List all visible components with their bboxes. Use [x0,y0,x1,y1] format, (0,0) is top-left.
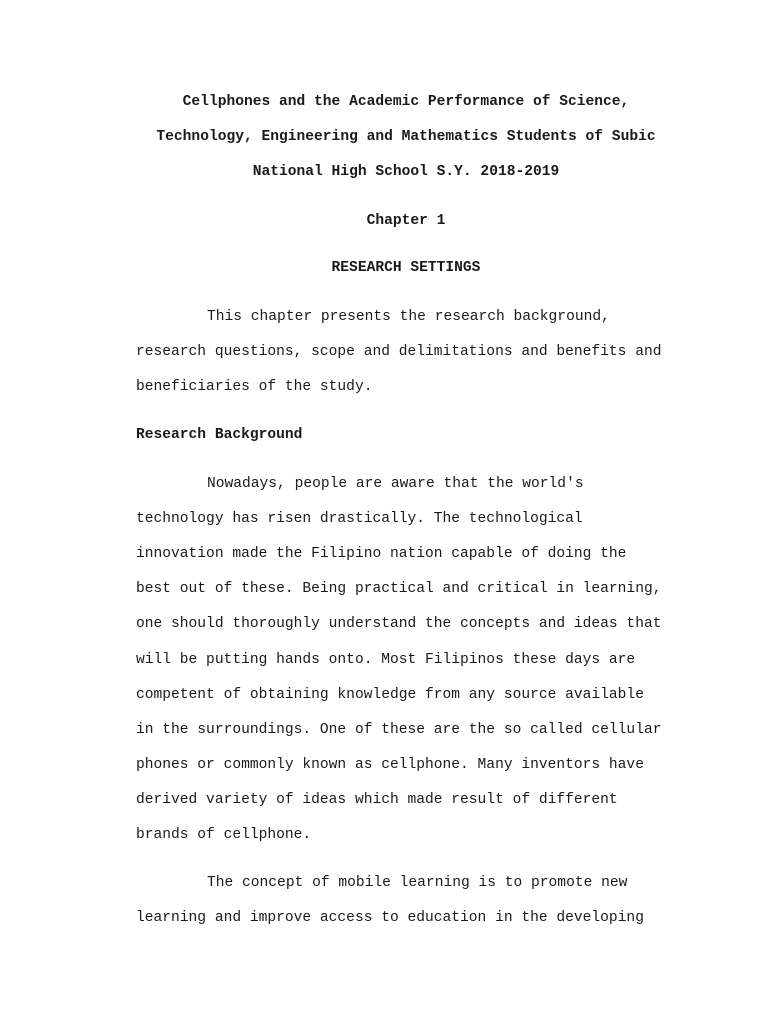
paragraph1-line-6: will be putting hands onto. Most Filipinos these days are [136,652,636,668]
paragraph1-line-9: phones or commonly known as cellphone. Many inventors have [136,757,644,773]
document-title-line-1: Cellphones and the Academic Performance of Science, [182,94,630,110]
document-title-line-3: National High School S.Y. 2018-2019 [252,164,560,180]
chapter-title: RESEARCH SETTINGS [331,260,481,276]
intro-line-3: beneficiaries of the study. [136,379,373,395]
paragraph1-line-10: derived variety of ideas which made result of different [136,792,618,808]
section-heading: Research Background [136,427,303,443]
paragraph1-line-4: best out of these. Being practical and critical in learning, [136,581,662,597]
intro-line-1: This chapter presents the research background, [207,309,610,325]
paragraph2-line-2: learning and improve access to education in the developing [136,910,644,926]
paragraph1-line-5: one should thoroughly understand the concepts and ideas that [136,616,662,632]
paragraph1-line-8: in the surroundings. One of these are the so called cellular [136,722,662,738]
chapter-number: Chapter 1 [366,213,446,229]
paragraph1-line-3: innovation made the Filipino nation capable of doing the [136,546,627,562]
paragraph1-line-7: competent of obtaining knowledge from any source available [136,687,644,703]
intro-line-2: research questions, scope and delimitations and benefits and [136,344,662,360]
paragraph1-line-1: Nowadays, people are aware that the world's [207,476,584,492]
paragraph1-line-11: brands of cellphone. [136,827,312,843]
paragraph2-line-1: The concept of mobile learning is to promote new [207,875,628,891]
paragraph1-line-2: technology has risen drastically. The technological [136,511,583,527]
document-title-line-2: Technology, Engineering and Mathematics Students of Subic [156,129,656,145]
